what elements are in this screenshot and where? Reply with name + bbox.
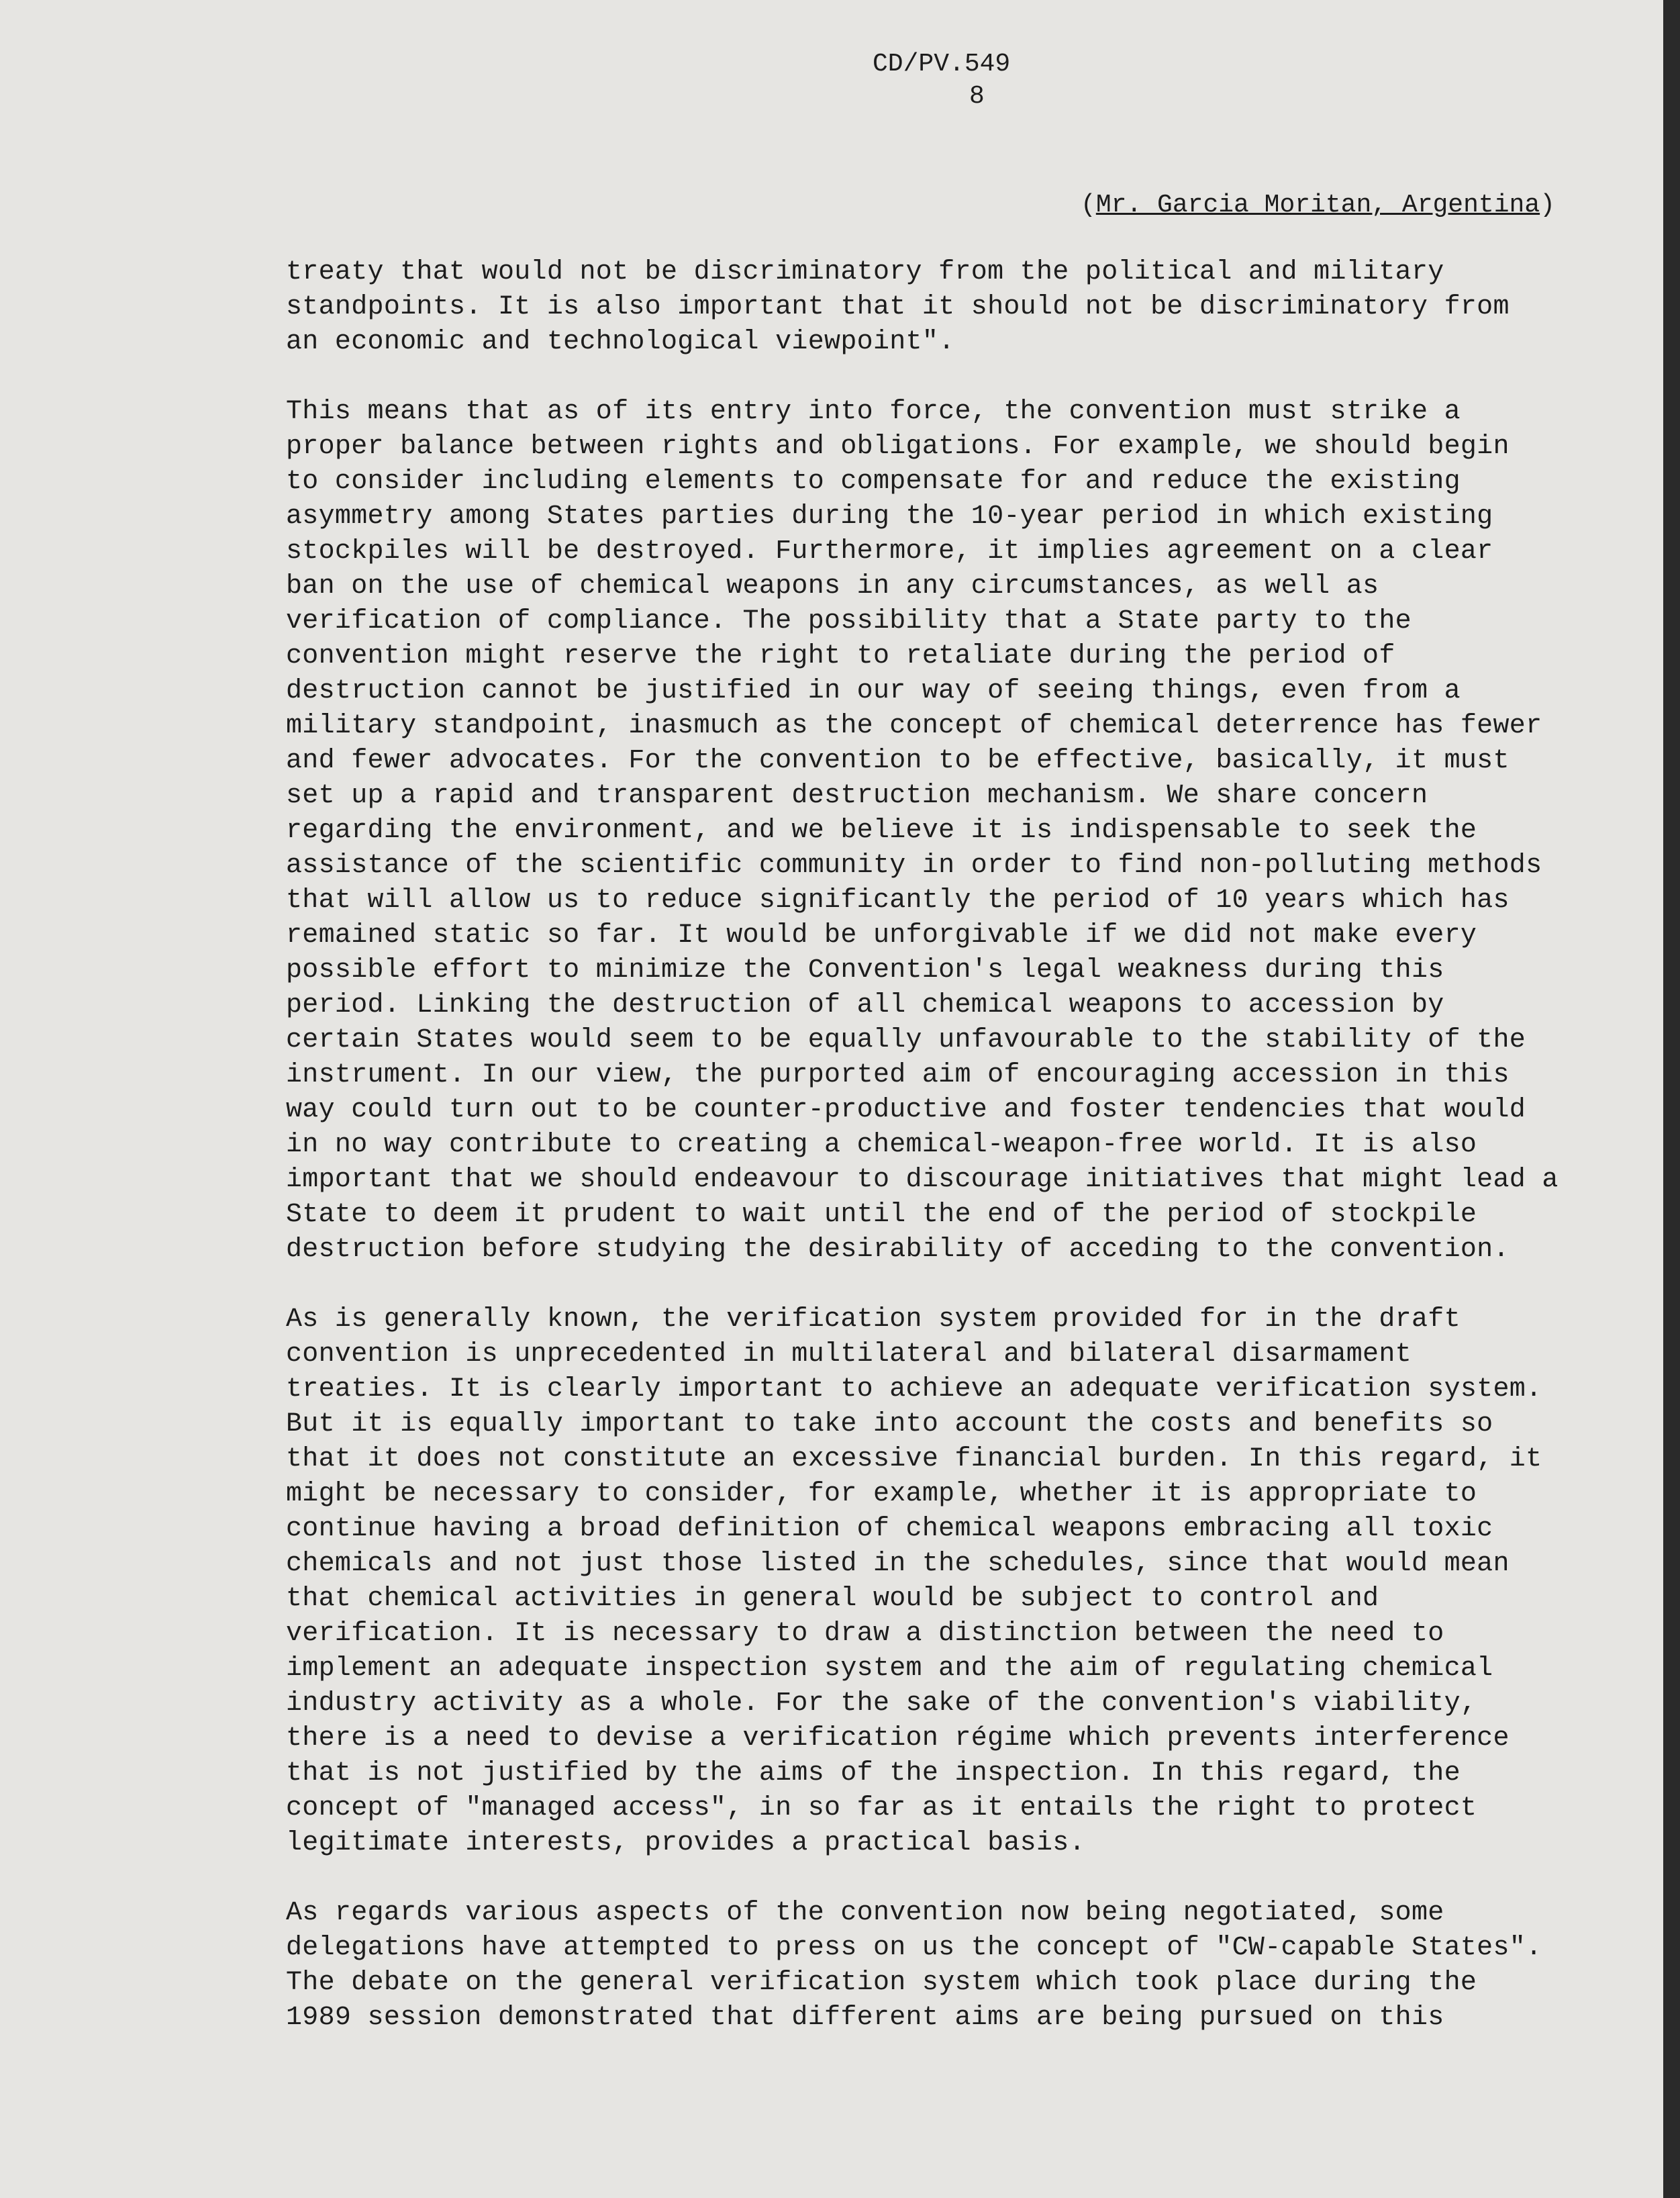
document-symbol: CD/PV.549 [873,50,1011,79]
paragraph-1: treaty that would not be discriminatory from the political and military standpoints. It is also important that it should not be discriminatory from an economic and technological viewpoint". [286,257,1510,357]
document-header [873,48,1114,113]
scan-edge [1663,0,1680,2198]
page-number: 8 [969,82,985,111]
statement-body [286,255,1655,2036]
speaker-open-paren: ( [1081,191,1096,220]
speaker-name: Mr. Garcia Moritan, Argentina [1095,191,1540,220]
paragraph-4: As regards various aspects of the convention now being negotiated, some delegations have attempted to press on us the concept of "CW-capable States". The debate on the general verification system which took place during the 1989 session demonstrated that different aims are being pursued on this [286,1898,1542,2033]
speaker-close-paren: ) [1540,191,1555,220]
paragraph-2: This means that as of its entry into force, the convention must strike a proper balance between rights and obligations. For example, we should begin to consider including elements to compensate for and reduce the existing asymmetry among States parties during the 10-year period in which existing stockpiles will be destroyed. Furthermore, it implies agreement on a clear ban on the use of chemical weapons in any circumstances, as well as verification of compliance. The possibility that a State party to the convention might reserve the right to retaliate during the period of destruction cannot be justified in our way of seeing things, even from a military standpoint, inasmuch as the concept of chemical deterrence has fewer and fewer advocates. For the convention to be effective, basically, it must set up a rapid and transparent destruction mechanism. We share concern regarding the environment, and we believe it is indispensable to seek the assistance of the scientific community in order to find non-polluting methods that will allow us to reduce significantly the period of 10 years which has remained static so far. It would be unforgivable if we did not make every possible effort to minimize the Convention's legal weakness during this period. Linking the destruction of all chemical weapons to accession by certain States would seem to be equally unfavourable to the stability of the instrument. In our view, the purported aim of encouraging accession in this way could turn out to be counter-productive and foster tendencies that would in no way contribute to creating a chemical-weapon-free world. It is also important that we should endeavour to discourage initiatives that might lead a State to deem it prudent to wait until the end of the period of stockpile destruction before studying the desirability of acceding to the convention. [286,397,1559,1265]
speaker-attribution [1081,189,1555,222]
paragraph-3: As is generally known, the verification system provided for in the draft convention is unprecedented in multilateral and bilateral disarmament treaties. It is clearly important to achieve an adequate verification system. But it is equally important to take into account the costs and benefits so that it does not constitute an excessive financial burden. In this regard, it might be necessary to consider, for example, whether it is appropriate to continue having a broad definition of chemical weapons embracing all toxic chemicals and not just those listed in the schedules, since that would mean that chemical activities in general would be subject to control and verification. It is necessary to draw a distinction between the need to implement an adequate inspection system and the aim of regulating chemical industry activity as a whole. For the sake of the convention's viability, there is a need to devise a verification régime which prevents interference that is not justified by the aims of the inspection. In this regard, the concept of "managed access", in so far as it entails the right to protect legitimate interests, provides a practical basis. [286,1304,1542,1858]
